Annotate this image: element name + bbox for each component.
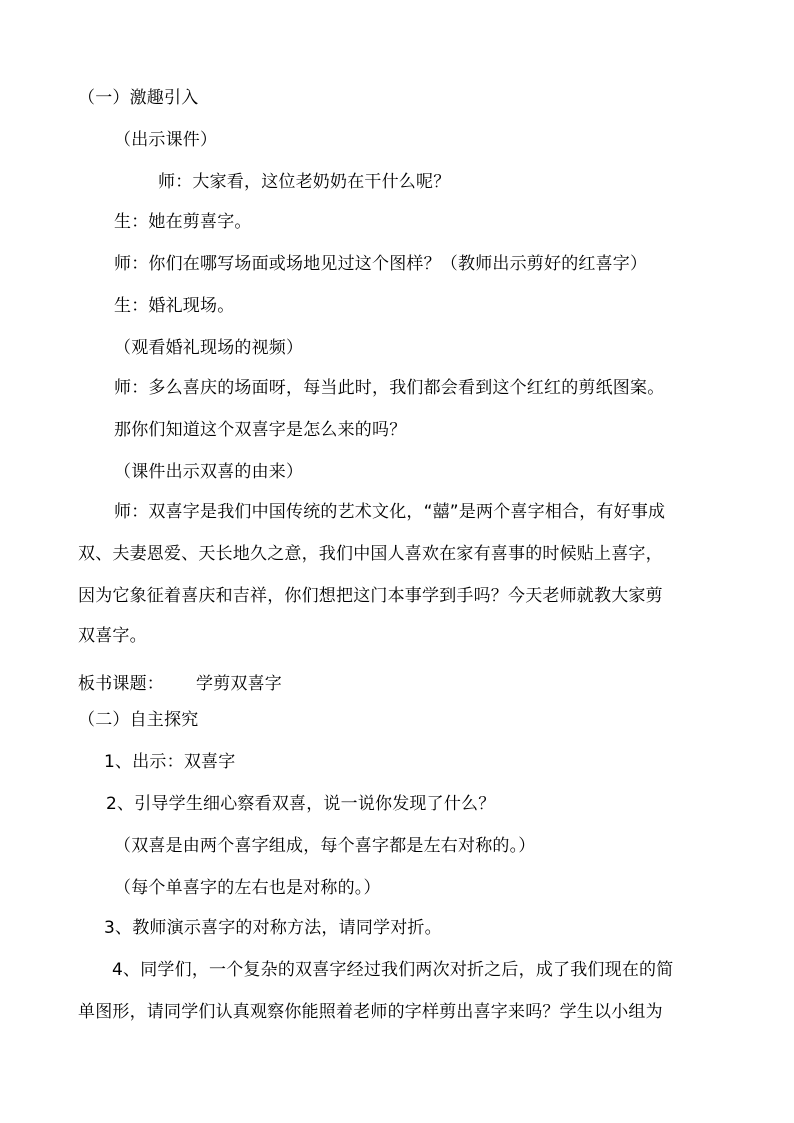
answer-note: （每个单喜字的左右也是对称的。） — [114, 878, 381, 898]
stage-direction: （课件出示双喜的由来） — [114, 462, 304, 482]
board-title-value: 学剪双喜字 — [196, 674, 282, 694]
stage-direction: （观看婚礼现场的视频） — [114, 338, 304, 358]
answer-note: （双喜是由两个喜字组成，每个喜字都是左右对称的。） — [114, 836, 536, 856]
section-heading-2: （二）自主探究 — [78, 710, 199, 730]
stage-direction: （出示课件） — [114, 130, 218, 150]
teacher-paragraph-line: 双、夫妻恩爱、天长地久之意，我们中国人喜欢在家有喜事的时候贴上喜字， — [78, 544, 663, 564]
list-item-1: 1、出示：双喜字 — [104, 752, 236, 772]
list-item-2: 2、引导学生细心察看双喜，说一说你发现了什么？ — [106, 794, 496, 814]
teacher-line: 师：大家看，这位老奶奶在干什么呢？ — [158, 172, 451, 192]
teacher-line: 师：多么喜庆的场面呀，每当此时，我们都会看到这个红红的剪纸图案。 — [114, 378, 665, 398]
list-item-4: 4、同学们，一个复杂的双喜字经过我们两次对折之后，成了我们现在的简 — [112, 960, 674, 980]
list-item-3: 3、教师演示喜字的对称方法，请同学对折。 — [104, 918, 442, 938]
teacher-line-cont: 那你们知道这个双喜字是怎么来的吗？ — [114, 420, 407, 440]
teacher-line: 师：你们在哪写场面或场地见过这个图样？（教师出示剪好的红喜字） — [114, 254, 648, 274]
list-item-4-cont: 单图形，请同学们认真观察你能照着老师的字样剪出喜字来吗？学生以小组为 — [78, 1002, 663, 1022]
teacher-paragraph-line: 双喜字。 — [78, 626, 147, 646]
board-title-label: 板书课题： — [78, 674, 164, 694]
teacher-paragraph-line: 因为它象征着喜庆和吉祥，你们想把这门本事学到手吗？今天老师就教大家剪 — [78, 586, 663, 606]
student-line: 生：婚礼现场。 — [114, 296, 235, 316]
section-heading-1: （一）激趣引入 — [78, 88, 199, 108]
teacher-paragraph-line: 师：双喜字是我们中国传统的艺术文化，“囍”是两个喜字相合，有好事成 — [114, 502, 666, 522]
student-line: 生：她在剪喜字。 — [114, 212, 252, 232]
